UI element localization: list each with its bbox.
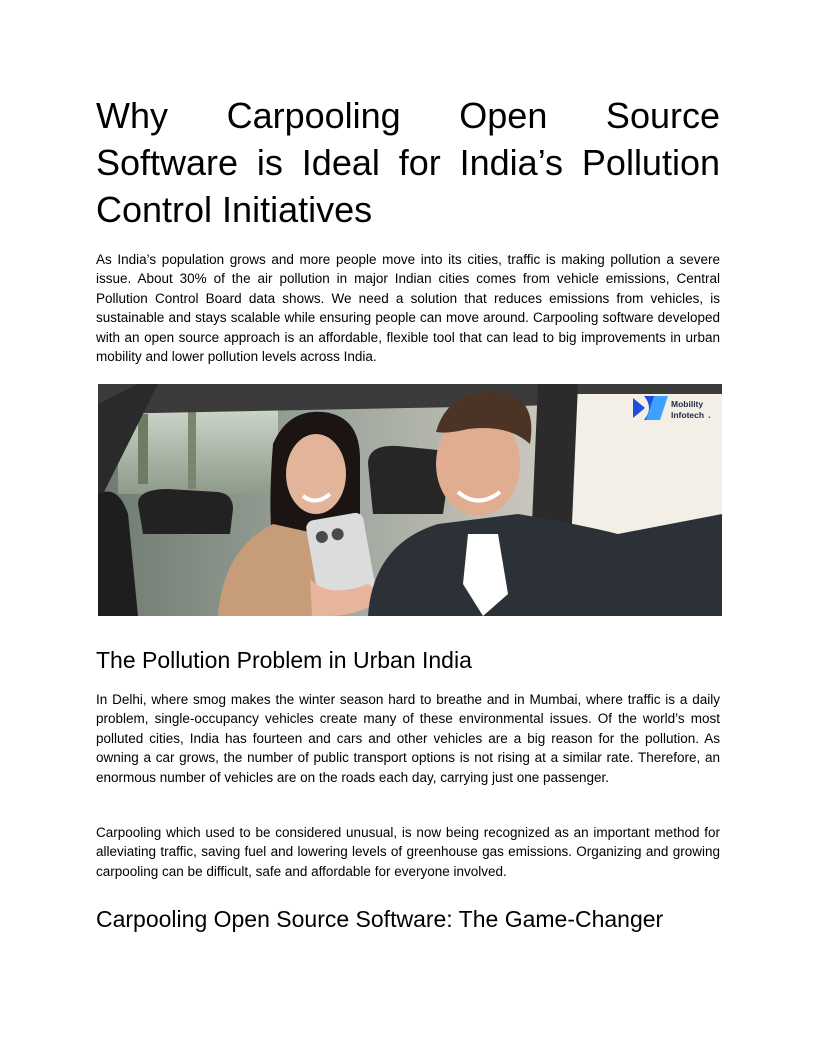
section-paragraph-2: Carpooling which used to be considered unusual, is now being recognized as an important method for alleviating traffic, saving fuel and lowering levels of greenhouse gas emissions. Organizing and growing carpooling can be difficult, safe and affordable for everyone involved. — [96, 825, 720, 879]
page-title: Why Carpooling Open Source Software is Ideal for India’s Pollution Control Initiatives — [96, 95, 720, 230]
logo-text-line2: Infotech — [671, 410, 705, 420]
hero-image — [98, 384, 722, 616]
logo-text-line1: Mobility — [671, 399, 704, 409]
section-heading-pollution-problem: The Pollution Problem in Urban India — [96, 647, 472, 673]
section-heading-game-changer: Carpooling Open Source Software: The Game-Changer — [96, 906, 664, 932]
intro-paragraph: As India’s population grows and more people move into its cities, traffic is making pollution a severe issue. About 30% of the air pollution in major Indian cities comes from vehicle emissions, Central Pollution Control Board data shows. We need a solution that reduces emissions from vehicles, is sustainable and stays scalable while ensuring people can move around. Carpooling software developed with an open source approach is an affordable, flexible tool that can lead to big improvements in urban mobility and lower pollution levels across India. — [96, 252, 720, 365]
carpool-photo — [98, 384, 722, 616]
section-paragraph-1: In Delhi, where smog makes the winter season hard to breathe and in Mumbai, where traffic is a daily problem, single-occupancy vehicles create many of these environmental issues. Of the world’s most polluted cities, India has fourteen and cars and other vehicles are a big reason for the pollution. As owning a car grows, the number of public transport options is not rising at a similar rate. Therefore, an enormous number of vehicles are on the roads each day, carrying just one passenger. — [96, 692, 720, 785]
logo-dot: . — [708, 410, 711, 421]
